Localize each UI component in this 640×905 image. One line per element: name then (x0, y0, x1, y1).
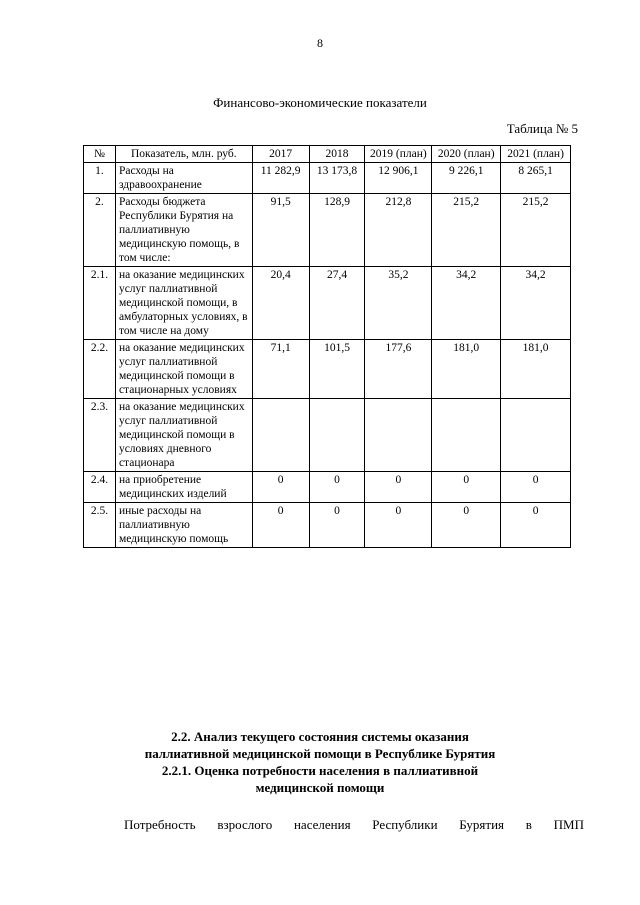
value-2017 (252, 399, 309, 472)
value-2019: 177,6 (365, 340, 432, 399)
header-2020: 2020 (план) (432, 146, 501, 163)
row-indicator: на оказание медицинских услуг паллиативной медицинской помощи, в амбулаторных условиях, в том числе на дому (115, 267, 252, 340)
table-row (84, 163, 571, 194)
value-2018: 0 (309, 472, 365, 503)
row-indicator: на оказание медицинских услуг паллиативной медицинской помощи в стационарных условиях (115, 340, 252, 399)
row-indicator: Расходы на здравоохранение (115, 163, 252, 194)
row-indicator: на приобретение медицинских изделий (115, 472, 252, 503)
section-heading (0, 728, 640, 796)
value-2019: 12 906,1 (365, 163, 432, 194)
value-2018: 0 (309, 503, 365, 548)
value-2021 (501, 399, 571, 472)
header-2021: 2021 (план) (501, 146, 571, 163)
value-2018: 27,4 (309, 267, 365, 340)
section-heading-line-2: паллиативной медицинской помощи в Республике Бурятия (144, 746, 496, 761)
value-2018: 101,5 (309, 340, 365, 399)
value-2021: 8 265,1 (501, 163, 571, 194)
value-2021: 34,2 (501, 267, 571, 340)
subsection-heading-line-1: 2.2.1. Оценка потребности населения в паллиативной (161, 763, 479, 778)
row-number: 2.3. (84, 399, 116, 472)
table-row (84, 340, 571, 399)
value-2017: 20,4 (252, 267, 309, 340)
row-indicator: иные расходы на паллиативную медицинскую помощь (115, 503, 252, 548)
value-2017: 0 (252, 472, 309, 503)
row-number: 1. (84, 163, 116, 194)
value-2019 (365, 399, 432, 472)
value-2020: 34,2 (432, 267, 501, 340)
table-row (84, 267, 571, 340)
value-2018 (309, 399, 365, 472)
value-2018: 128,9 (309, 194, 365, 267)
row-number: 2. (84, 194, 116, 267)
value-2020: 0 (432, 472, 501, 503)
table-label: Таблица № 5 (506, 121, 578, 136)
table-header-row (84, 146, 571, 163)
header-2017: 2017 (252, 146, 309, 163)
row-number: 2.2. (84, 340, 116, 399)
document-title: Финансово-экономические показатели (213, 95, 427, 110)
body-paragraph: Потребность взрослого населения Республики Бурятия в ПМП (124, 817, 584, 832)
row-number: 2.4. (84, 472, 116, 503)
table-row (84, 472, 571, 503)
value-2020 (432, 399, 501, 472)
section-heading-line-1: 2.2. Анализ текущего состояния системы оказания (171, 729, 469, 744)
table-row (84, 194, 571, 267)
header-number: № (84, 146, 116, 163)
value-2021: 215,2 (501, 194, 571, 267)
header-indicator: Показатель, млн. руб. (115, 146, 252, 163)
value-2017: 91,5 (252, 194, 309, 267)
value-2019: 0 (365, 503, 432, 548)
value-2019: 212,8 (365, 194, 432, 267)
row-number: 2.1. (84, 267, 116, 340)
row-indicator: Расходы бюджета Республики Бурятия на паллиативную медицинскую помощь, в том числе: (115, 194, 252, 267)
value-2020: 215,2 (432, 194, 501, 267)
value-2020: 181,0 (432, 340, 501, 399)
row-indicator: на оказание медицинских услуг паллиативной медицинской помощи в условиях дневного стационара (115, 399, 252, 472)
table-row (84, 503, 571, 548)
value-2021: 0 (501, 472, 571, 503)
value-2019: 0 (365, 472, 432, 503)
value-2020: 9 226,1 (432, 163, 501, 194)
table-row (84, 399, 571, 472)
value-2017: 11 282,9 (252, 163, 309, 194)
value-2017: 0 (252, 503, 309, 548)
value-2021: 0 (501, 503, 571, 548)
header-2018: 2018 (309, 146, 365, 163)
value-2018: 13 173,8 (309, 163, 365, 194)
subsection-heading-line-2: медицинской помощи (255, 780, 385, 795)
header-2019: 2019 (план) (365, 146, 432, 163)
row-number: 2.5. (84, 503, 116, 548)
value-2020: 0 (432, 503, 501, 548)
value-2017: 71,1 (252, 340, 309, 399)
value-2021: 181,0 (501, 340, 571, 399)
value-2019: 35,2 (365, 267, 432, 340)
financial-indicators-table (83, 145, 571, 548)
page-number: 8 (317, 36, 323, 50)
